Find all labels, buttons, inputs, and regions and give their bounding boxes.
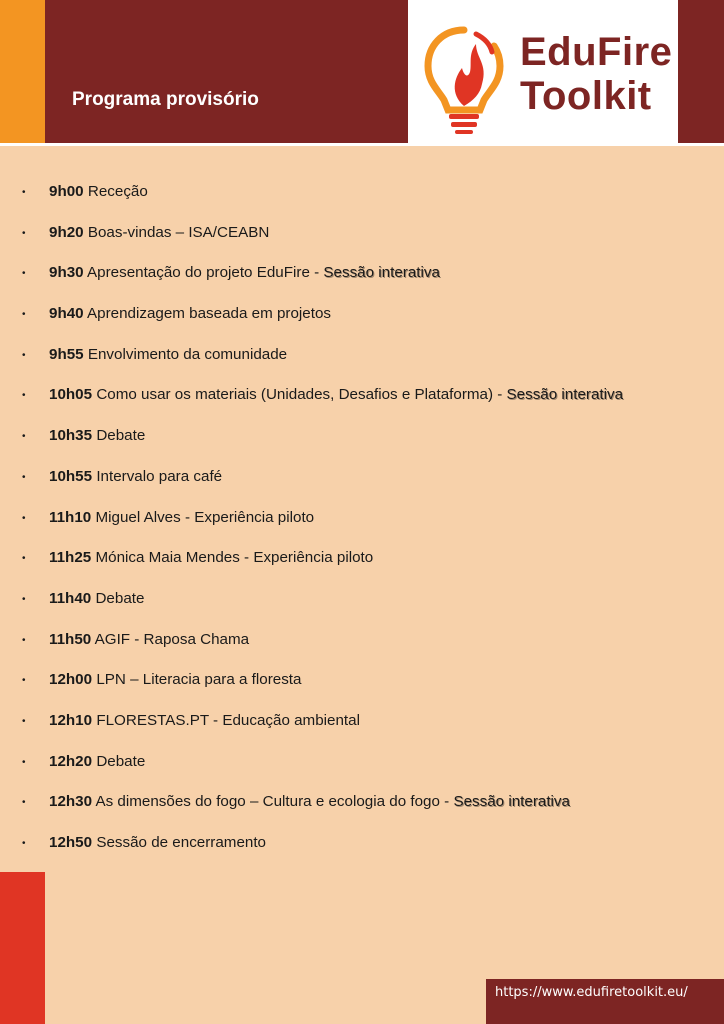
schedule-time: 11h50: [49, 630, 92, 648]
schedule-item: [0, 509, 724, 550]
schedule-time: 12h30: [49, 793, 93, 811]
logo-line-2: Toolkit: [520, 74, 652, 118]
schedule-time: 11h40: [49, 589, 92, 607]
schedule-item: [0, 427, 724, 468]
schedule-item: [0, 386, 724, 427]
schedule-text: Debate: [95, 589, 145, 607]
schedule-time: 10h55: [49, 467, 93, 485]
logo-line-1: EduFire: [520, 30, 673, 74]
schedule-time: 12h10: [49, 711, 93, 729]
website-link[interactable]: https://www.edufiretoolkit.eu/: [495, 985, 688, 1000]
schedule-text: LPN – Literacia para a floresta: [96, 671, 302, 689]
schedule-item: [0, 753, 724, 794]
schedule-item: [0, 264, 724, 305]
bullet-icon: •: [22, 227, 26, 239]
schedule-text: Sessão de encerramento: [96, 834, 267, 851]
schedule-time: 10h35: [49, 427, 93, 445]
bullet-icon: •: [22, 593, 26, 605]
bullet-icon: •: [22, 675, 26, 687]
bullet-icon: •: [22, 512, 26, 524]
schedule-text: Intervalo para café: [96, 467, 223, 485]
schedule-item: [0, 712, 724, 753]
schedule-item: [0, 631, 724, 672]
orange-accent-strip: [0, 0, 45, 143]
red-accent-strip: [0, 872, 45, 1024]
logo-wordmark: [520, 30, 672, 118]
schedule-time: 12h50: [49, 834, 93, 851]
schedule-time: 10h05: [49, 386, 93, 404]
schedule-text: Apresentação do projeto EduFire -: [87, 264, 324, 282]
schedule-item: [0, 793, 724, 834]
schedule-text: Miguel Alves - Experiência piloto: [95, 508, 315, 526]
header-divider: [0, 143, 724, 146]
schedule-item: [0, 671, 724, 712]
schedule-item: [0, 834, 724, 875]
schedule-text: Aprendizagem baseada em projetos: [87, 305, 332, 323]
bullet-icon: •: [22, 553, 26, 565]
lightbulb-flame-icon: [424, 24, 504, 136]
bullet-icon: •: [22, 349, 26, 361]
schedule-text: Debate: [96, 427, 146, 445]
schedule-text: AGIF - Raposa Chama: [94, 630, 250, 648]
schedule-time: 12h00: [49, 671, 93, 689]
schedule-item: [0, 590, 724, 631]
schedule-text: As dimensões do fogo – Cultura e ecologia do fogo -: [95, 793, 454, 811]
bullet-icon: •: [22, 838, 26, 849]
schedule-item: [0, 549, 724, 590]
schedule-item: [0, 305, 724, 346]
schedule-time: 12h20: [49, 752, 93, 770]
schedule-time: 11h25: [49, 549, 92, 567]
schedule-item: [0, 183, 724, 224]
bullet-icon: •: [22, 797, 26, 809]
interactive-session-label: Sessão interativa: [323, 264, 440, 282]
bullet-icon: •: [22, 715, 26, 727]
schedule-item: [0, 468, 724, 509]
interactive-session-label: Sessão interativa: [453, 793, 570, 811]
schedule-time: 9h55: [49, 345, 84, 363]
schedule-text: Receção: [87, 183, 148, 200]
edufire-logo: [408, 0, 678, 143]
bullet-icon: •: [22, 756, 26, 768]
schedule-time: 9h30: [49, 264, 84, 282]
schedule-item: [0, 346, 724, 387]
bullet-icon: •: [22, 309, 26, 321]
schedule-text: FLORESTAS.PT - Educação ambiental: [96, 711, 360, 729]
bullet-icon: •: [22, 431, 26, 443]
schedule-text: Como usar os materiais (Unidades, Desafios e Plataforma) -: [96, 386, 507, 404]
schedule-list: [0, 183, 724, 875]
bullet-icon: •: [22, 187, 26, 198]
bullet-icon: •: [22, 471, 26, 483]
bullet-icon: •: [22, 268, 26, 280]
schedule-time: 9h40: [49, 305, 84, 323]
bullet-icon: •: [22, 390, 26, 402]
page-title: Programa provisório: [72, 89, 259, 110]
schedule-time: 9h00: [49, 183, 84, 200]
schedule-text: Mónica Maia Mendes - Experiência piloto: [95, 549, 374, 567]
schedule-text: Debate: [96, 752, 146, 770]
interactive-session-label: Sessão interativa: [506, 386, 624, 404]
footer-bar: [486, 979, 724, 1024]
schedule-text: Boas-vindas – ISA/CEABN: [87, 223, 270, 241]
schedule-item: [0, 224, 724, 265]
bullet-icon: •: [22, 634, 26, 646]
schedule-text: Envolvimento da comunidade: [87, 345, 288, 363]
schedule-time: 11h10: [49, 508, 92, 526]
schedule-time: 9h20: [49, 223, 84, 241]
